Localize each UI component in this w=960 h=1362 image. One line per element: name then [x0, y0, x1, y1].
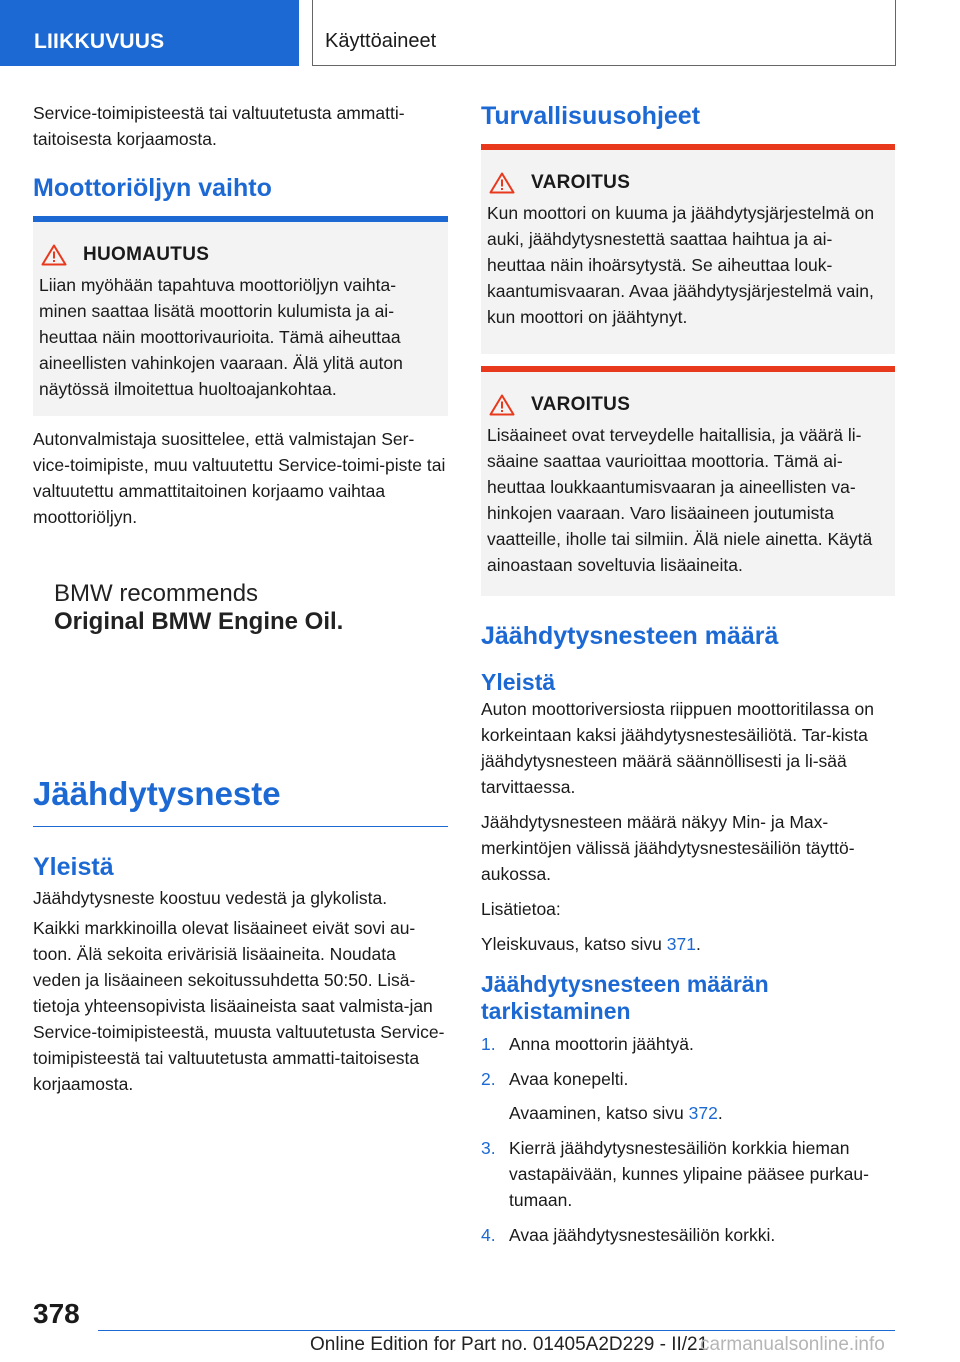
notice-text: Liian myöhään tapahtuva moottoriöljyn vaihta-minen saattaa lisätä moottorin kulumista ja ai-heuttaa näin moottorivaurioita. Tämä aiheuttaa aineellisten vahinkojen vaaraan. Älä ylitä auton näytössä ilmoitettua huoltoajankohtaa. — [39, 275, 403, 399]
coolant-level-p2: Jäähdytysnesteen määrä näkyy Min- ja Max-merkintöjen välissä jäähdytysnestesäiliön täyttö-aukossa. — [481, 812, 855, 884]
more-info-label: Lisätietoa: — [481, 899, 561, 919]
page-header — [0, 0, 960, 66]
coolant-level-p1: Auton moottoriversiosta riippuen moottoritilassa on korkeintaan kaksi jäähdytysnestesäiliötä. Tar-kista jäähdytysnesteen määrä säännöllisesti ja li-sää tarvittaessa. — [481, 699, 874, 797]
right-column — [481, 100, 895, 1257]
bmw-recommends-line: BMW recommends — [54, 580, 259, 607]
warning-triangle-icon — [41, 244, 67, 266]
watermark: carmanualsonline.info — [700, 1334, 885, 1355]
safety-heading: Turvallisuusohjeet — [481, 102, 701, 130]
list-item: 3. Kierrä jäähdytysnestesäiliön korkkia hieman vastapäivään, kunnes ylipaine pääsee purkau-tumaan. — [481, 1138, 869, 1210]
oil-change-text: Autonvalmistaja suosittelee, että valmistajan Ser-vice-toimipiste, muu valtuutettu Service-toimi-piste tai valtuutettu ammattitaitoinen korjaamo vaihtaa moottoriöljyn. — [33, 429, 446, 527]
coolant-level-heading: Jäähdytysnesteen määrä — [481, 622, 779, 650]
intro-paragraph: Service-toimipisteestä tai valtuutetusta ammatti-taitoisesta korjaamosta. — [33, 103, 405, 149]
oil-change-heading: Moottoriöljyn vaihto — [33, 174, 272, 202]
list-item: 1. Anna moottorin jäähtyä. — [481, 1034, 694, 1054]
warning1-text: Kun moottori on kuuma ja jäähdytysjärjestelmä on auki, jäähdytysnestettä saattaa haihtua ja ai-heuttaa näin ihoärsytystä. Se aiheuttaa louk-kaantumisvaaran. Avaa jäähdytysjärjestelmä vain, kun moottori on jäähtynyt. — [487, 203, 875, 327]
open-hood-reference: Avaaminen, katso sivu 372. — [509, 1103, 723, 1123]
notice-title: HUOMAUTUS — [83, 244, 210, 265]
notice-box — [33, 222, 448, 416]
list-item: 2. Avaa konepelti. Avaaminen, katso sivu 372. — [481, 1066, 895, 1126]
bmw-engine-oil-line: Original BMW Engine Oil. — [54, 608, 344, 635]
coolant-heading: Jäähdytysneste — [33, 775, 281, 812]
coolant-general-p1: Jäähdytysneste koostuu vedestä ja glykolista. — [33, 888, 388, 908]
bmw-oil-recommendation — [33, 580, 448, 780]
overview-reference: Yleiskuvaus, katso sivu 371. — [481, 934, 701, 954]
list-item: 4. Avaa jäähdytysnestesäiliön korkki. — [481, 1225, 776, 1245]
warning2-title: VAROITUS — [531, 394, 631, 415]
chapter-title: Käyttöaineet — [312, 0, 896, 66]
warning2-box — [481, 372, 895, 596]
warning2-text: Lisäaineet ovat terveydelle haitallisia, ja väärä li-säaine saattaa vaurioittaa moottoria. Tämä ai-heuttaa loukkaantumisvaaran ja aineellisten va-hinkojen vaaraan. Varo lisäaineen joutumista vaatteille, iholle tai silmiin. Älä niele ainetta. Käytä ainoastaan soveltuvia lisäaineita. — [487, 425, 873, 575]
warning-triangle-icon — [489, 172, 515, 194]
warning1-box — [481, 150, 895, 354]
section-tab[interactable]: LIIKKUVUUS — [0, 0, 299, 66]
left-column — [33, 100, 448, 1106]
page-link-372[interactable]: 372 — [688, 1103, 718, 1123]
edition-text: Online Edition for Part no. 01405A2D229 - II/21 — [310, 1334, 709, 1355]
page-link-371[interactable]: 371 — [666, 934, 696, 954]
coolant-check-heading: Jäähdytysnesteen määrän tarkistaminen — [481, 971, 769, 1024]
page-number: 378 — [33, 1298, 80, 1329]
coolant-level-general-heading: Yleistä — [481, 669, 556, 695]
coolant-heading-rule — [33, 826, 448, 827]
coolant-check-steps — [481, 1031, 895, 1248]
warning-triangle-icon — [489, 394, 515, 416]
footer-rule — [98, 1330, 895, 1331]
warning1-title: VAROITUS — [531, 172, 631, 193]
coolant-general-heading: Yleistä — [33, 853, 114, 881]
coolant-general-p2: Kaikki markkinoilla olevat lisäaineet eivät sovi au-toon. Älä sekoita erivärisiä lisäaineita. Noudata veden ja lisäaineen sekoitussuhdetta 50:50. Lisä-tietoja yhteensopivista lisäaineista saat valmista-jan Service-toimipisteestä, muusta valtuutetusta Service-toimipisteestä tai valtuutetusta ammatti-taitoisesta korjaamosta. — [33, 918, 445, 1094]
